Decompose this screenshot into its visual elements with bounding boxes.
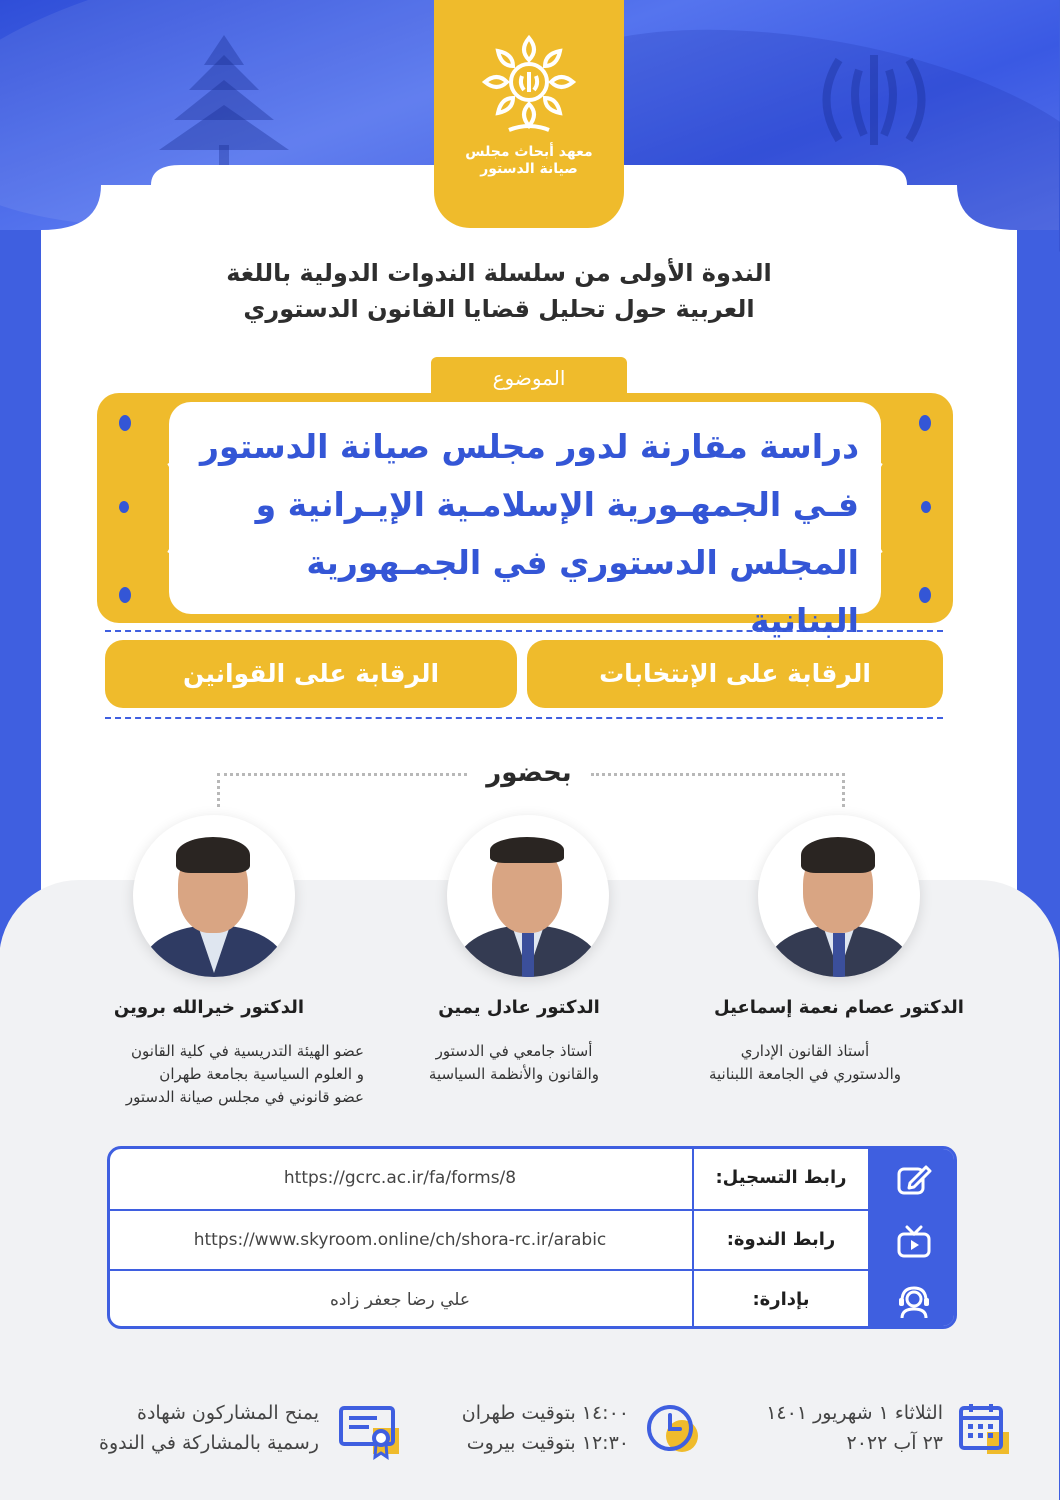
- moderator-name: علي رضا جعفر زاده: [330, 1290, 472, 1310]
- calendar-icon: [958, 1402, 1014, 1458]
- cert-line1: يمنح المشاركون شهادة: [137, 1402, 320, 1424]
- speaker-photo-1: [759, 815, 921, 977]
- logo-name-line2: صيانة الدستور: [481, 161, 579, 177]
- icon-cell: [869, 1149, 958, 1209]
- registration-label: رابط التسجيل:: [693, 1149, 869, 1209]
- tv-play-icon: [897, 1225, 933, 1259]
- seminar-link[interactable]: https://www.skyroom.online/ch/shora-rc.ir/arabic: [194, 1230, 608, 1250]
- dotted-line: [218, 773, 221, 807]
- clock-icon: [645, 1402, 705, 1458]
- speaker-name-2: الدكتور عادل يمين: [439, 997, 601, 1018]
- speaker-role-line: أستاذ جامعي في الدستور: [436, 1042, 594, 1060]
- speaker-photo-2: [448, 815, 610, 977]
- certificate-icon: [338, 1402, 406, 1462]
- event-time: [420, 1398, 630, 1458]
- speaker-role-line: والقانون والأنظمة السياسية: [429, 1065, 601, 1083]
- pen-square-icon: [897, 1163, 933, 1197]
- seminar-label: رابط الندوة:: [693, 1211, 869, 1269]
- flower-logo-icon: [478, 30, 582, 134]
- logo-name-line1: معهد أبحاث مجلس: [466, 144, 594, 160]
- info-table: [108, 1146, 958, 1329]
- event-date: [760, 1398, 944, 1458]
- speaker-name-3: الدكتور خيرالله بروين: [114, 997, 306, 1018]
- speaker-role-3: [45, 1040, 365, 1109]
- topic-line1: دراسة مقارنة لدور مجلس صيانة الدستور: [201, 427, 860, 466]
- pill-dash-bottom: [106, 717, 944, 719]
- registration-row: [111, 1149, 958, 1209]
- ornament-dot: [920, 415, 932, 431]
- time-line2: ١٢:٣٠ بتوقيت بيروت: [467, 1432, 630, 1454]
- series-title-line1: الندوة الأولى من سلسلة الندوات الدولية باللغة: [227, 259, 773, 287]
- topic-title: [190, 418, 860, 650]
- icon-cell: [869, 1211, 958, 1269]
- topic-line3: المجلس الدستوري في الجمـهورية البنانية: [307, 543, 860, 640]
- speaker-name-1: الدكتور عصام نعمة إسماعيل: [715, 997, 965, 1018]
- attendance-label: بحضور: [487, 758, 573, 788]
- series-title-line2: العربية حول تحليل قضايا القانون الدستوري: [244, 295, 756, 323]
- headset-icon: [897, 1285, 933, 1319]
- date-line2: ٢٣ آب ٢٠٢٢: [847, 1432, 944, 1454]
- speaker-role-2: [370, 1040, 660, 1086]
- speaker-role-line: والدستوري في الجامعة اللبنانية: [709, 1065, 903, 1083]
- date-line1: الثلاثاء ١ شهريور ١٤٠١: [767, 1402, 944, 1424]
- time-line1: ١٤:٠٠ بتوقيت طهران: [462, 1402, 630, 1424]
- right-border: [1018, 230, 1060, 940]
- speaker-role-line: و العلوم السياسية بجامعة طهران: [160, 1065, 365, 1083]
- dotted-line: [592, 773, 846, 776]
- pill-elections: الرقابة على الإنتخابات: [528, 640, 944, 708]
- ornament-dot: [922, 501, 932, 513]
- speaker-role-line: عضو الهيئة التدريسية في كلية القانون: [132, 1042, 365, 1060]
- topic-tab: الموضوع: [432, 357, 628, 399]
- speaker-role-line: عضو قانوني في مجلس صيانة الدستور: [126, 1088, 365, 1106]
- dotted-line: [218, 773, 468, 776]
- cedar-tree-icon: [150, 30, 300, 170]
- speaker-role-1: [646, 1040, 966, 1086]
- cert-line2: رسمية بالمشاركة في الندوة: [100, 1432, 320, 1454]
- ornament-dot: [920, 587, 932, 603]
- speaker-photo-3: [134, 815, 296, 977]
- certificate-note: [38, 1398, 320, 1458]
- moderator-label: بإدارة:: [693, 1271, 869, 1329]
- pill-dash-top: [106, 630, 944, 632]
- speaker-role-line: أستاذ القانون الإداري: [741, 1042, 871, 1060]
- ornament-dot: [120, 415, 132, 431]
- left-border: [0, 230, 42, 940]
- icon-cell: [869, 1271, 958, 1329]
- ornament-dot: [120, 587, 132, 603]
- registration-link[interactable]: https://gcrc.ac.ir/fa/forms/8: [284, 1168, 518, 1188]
- iran-emblem-icon: [810, 40, 940, 160]
- ornament-dot: [120, 501, 130, 513]
- dotted-line: [843, 773, 846, 807]
- moderator-row: [111, 1269, 958, 1329]
- series-title: [150, 255, 850, 327]
- topic-line2: فـي الجمهـورية الإسلامـية الإيـرانية و: [256, 485, 860, 524]
- institute-logo: [435, 0, 625, 228]
- seminar-row: [111, 1209, 958, 1269]
- pill-laws: الرقابة على القوانين: [106, 640, 518, 708]
